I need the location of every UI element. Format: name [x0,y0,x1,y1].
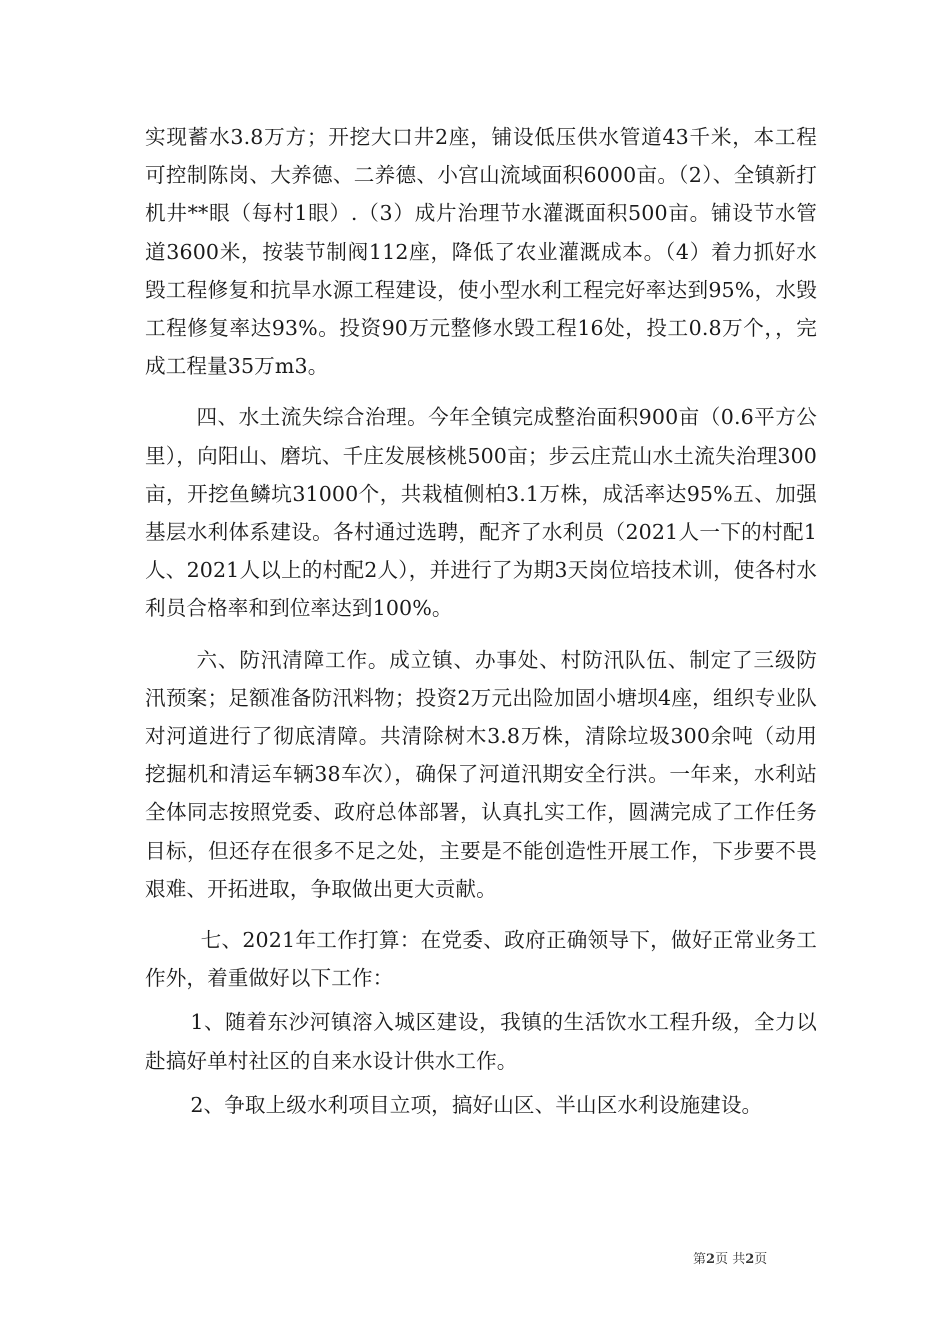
footer-middle: 页 共 [715,1252,746,1267]
page-footer [693,1248,767,1267]
paragraph-work-plan: 七、2021年工作打算：在党委、政府正确领导下，做好正常业务工作外，着重做好以下工作： [145,928,817,991]
paragraph-soil-erosion: 四、水土流失综合治理。今年全镇完成整治面积900亩（0.6平方公里），向阳山、磨坑、千庄发展核桃500亩；步云庄荒山水土流失治理300亩，开挖鱼鳞坑31000个，共栽植侧柏3.1万株，成活率达95%五、加强基层水利体系建设。各村通过选聘，配齐了水利员（2021人一下的村配1人、2021人以上的村配2人），并进行了为期3天岗位培技术训，使各村水利员合格率和到位率达到100%。 [145,405,817,621]
document-body [145,118,817,1124]
paragraph-plan-item-1: 1、随着东沙河镇溶入城区建设，我镇的生活饮水工程升级，全力以赴搞好单村社区的自来水设计供水工作。 [145,1010,817,1073]
footer-total-pages: 2 [745,1252,755,1267]
footer-prefix: 第 [693,1252,707,1267]
paragraph-flood-control: 六、防汛清障工作。成立镇、办事处、村防汛队伍、制定了三级防汛预案；足额准备防汛料物；投资2万元出险加固小塘坝4座，组织专业队对河道进行了彻底清障。共清除树木3.8万株，清除垃圾300余吨（动用挖掘机和清运车辆38车次），确保了河道汛期安全行洪。一年来，水利站全体同志按照党委、政府总体部署，认真扎实工作，圆满完成了工作任务目标，但还存在很多不足之处，主要是不能创造性开展工作，下步要不畏艰难、开拓进取，争取做出更大贡献。 [145,647,817,901]
footer-suffix: 页 [754,1252,768,1267]
paragraph-continuation: 实现蓄水3.8万方；开挖大口井2座，铺设低压供水管道43千米，本工程可控制陈岗、大养德、二养德、小宫山流域面积6000亩。（2）、全镇新打机井**眼（每村1眼）.（3）成片治理节水灌溉面积500亩。铺设节水管道3600米，按装节制阀112座，降低了农业灌溉成本。（4）着力抓好水毁工程修复和抗旱水源工程建设，使小型水利工程完好率达到95%，水毁工程修复率达93%。投资90万元整修水毁工程16处，投工0.8万个，，完成工程量35万m3。 [145,125,817,379]
paragraph-plan-item-2: 2、争取上级水利项目立项，搞好山区、半山区水利设施建设。 [190,1092,763,1117]
footer-current-page: 2 [706,1252,716,1267]
